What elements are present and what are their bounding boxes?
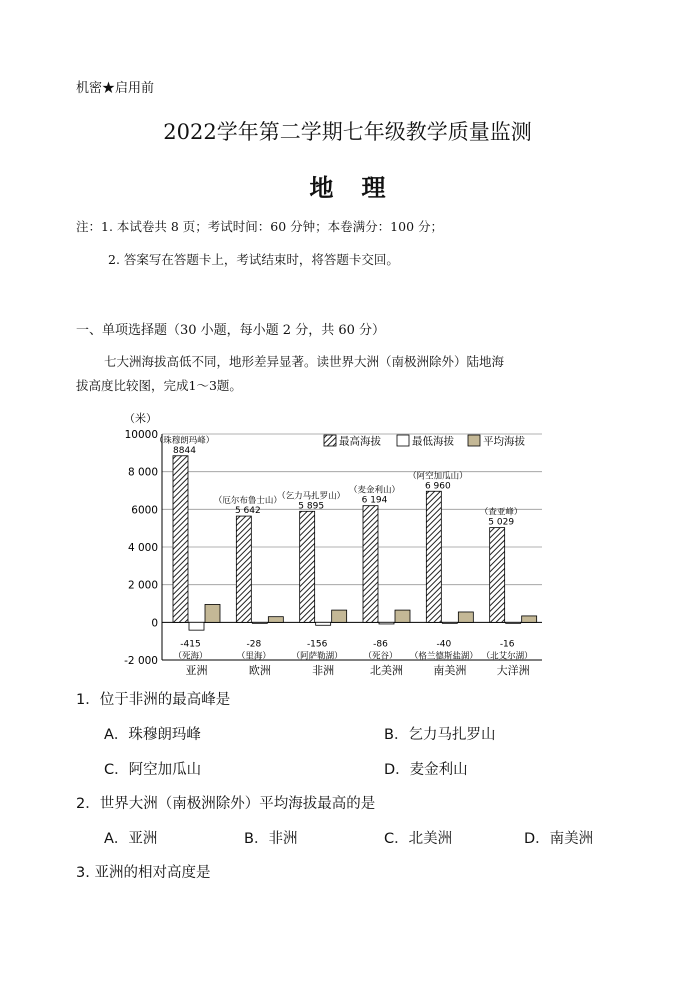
high-value-label: 5 642 xyxy=(234,506,261,517)
legend-swatch xyxy=(468,435,480,446)
low-place-label: （阿萨勒湖） xyxy=(291,651,343,662)
bar-average xyxy=(268,617,283,623)
low-value-label: -86 xyxy=(373,639,388,650)
bar-average xyxy=(332,610,347,622)
q1-option-a[interactable]: A．珠穆朗玛峰 xyxy=(104,727,201,743)
bar-average xyxy=(395,610,410,622)
section-heading: 一、单项选择题（30 小题，每小题 2 分，共 60 分） xyxy=(76,323,386,338)
low-place-label: （格兰德斯盐湖） xyxy=(409,651,478,662)
q1-option-d[interactable]: D．麦金利山 xyxy=(384,762,468,778)
x-tick-label: 非洲 xyxy=(312,664,335,677)
bar-highest xyxy=(236,516,251,622)
high-place-label: （查亚峰） xyxy=(479,507,523,518)
q2-option-d[interactable]: D．南美洲 xyxy=(524,831,594,847)
legend-label: 最低海拔 xyxy=(412,435,454,448)
y-unit-label: （米） xyxy=(124,412,157,425)
intro-line-1: 七大洲海拔高低不同，地形差异显著。读世界大洲（南极洲除外）陆地海 xyxy=(104,354,505,369)
high-value-label: 6 194 xyxy=(361,495,388,506)
low-value-label: -16 xyxy=(499,639,515,650)
x-tick-label: 南美洲 xyxy=(433,664,467,677)
y-tick-label: 2 000 xyxy=(127,579,158,592)
y-tick-label: -2 000 xyxy=(124,655,158,667)
q1-option-c[interactable]: C．阿空加瓜山 xyxy=(104,762,202,778)
low-place-label: （死海） xyxy=(173,651,208,662)
bar-highest xyxy=(426,491,441,622)
low-place-label: （北艾尔湖） xyxy=(481,651,533,662)
question-2-stem: 2．世界大洲（南极洲除外）平均海拔最高的是 xyxy=(76,796,376,812)
bar-labels xyxy=(155,435,533,677)
x-tick-label: 欧洲 xyxy=(248,664,271,677)
legend-label: 最高海拔 xyxy=(339,435,381,448)
subject-title: 地理 xyxy=(309,173,414,202)
q2-option-a[interactable]: A．亚洲 xyxy=(104,831,158,847)
bar-highest xyxy=(173,456,188,623)
low-value-label: -156 xyxy=(306,639,328,650)
question-1-stem: 1．位于非洲的最高峰是 xyxy=(76,692,231,708)
bar-average xyxy=(458,612,473,622)
x-tick-label: 大洋洲 xyxy=(496,664,530,677)
legend xyxy=(324,435,525,448)
bar-lowest xyxy=(189,622,204,630)
low-value-label: -28 xyxy=(246,639,262,650)
bar-lowest xyxy=(442,622,457,623)
q1-option-b[interactable]: B．乞力马扎罗山 xyxy=(384,727,496,743)
legend-swatch xyxy=(397,435,409,446)
elevation-chart xyxy=(110,408,550,680)
bar-highest xyxy=(363,506,378,623)
bar-lowest xyxy=(379,622,394,624)
y-tick-label: 0 xyxy=(151,617,158,630)
intro-line-2: 拔高度比较图，完成1～3题。 xyxy=(76,378,242,393)
y-tick-label: 10000 xyxy=(124,429,158,441)
y-tick-label: 4 000 xyxy=(127,542,158,554)
question-3-stem: 3. 亚洲的相对高度是 xyxy=(76,865,211,881)
high-place-label: （麦金利山） xyxy=(348,485,401,496)
bar-highest xyxy=(490,528,505,623)
high-place-label: （厄尔布鲁士山） xyxy=(213,496,282,507)
bar-lowest xyxy=(252,622,267,623)
legend-label: 平均海拔 xyxy=(483,435,525,448)
high-value-label: 6 960 xyxy=(424,481,451,492)
note-line-2: 2. 答案写在答题卡上，考试结束时，将答题卡交回。 xyxy=(108,252,399,267)
y-tick-label: 6000 xyxy=(131,504,158,517)
note-line-1: 注：1. 本试卷共 8 页；考试时间：60 分钟；本卷满分：100 分； xyxy=(76,219,444,234)
high-value-label: 8844 xyxy=(173,445,196,456)
bar-average xyxy=(205,604,220,622)
high-value-label: 5 029 xyxy=(488,517,515,528)
high-value-label: 5 895 xyxy=(298,501,325,512)
exam-title: 2022学年第二学期七年级教学质量监测 xyxy=(163,120,532,144)
x-tick-label: 亚洲 xyxy=(185,664,208,677)
legend-swatch xyxy=(324,435,336,446)
high-place-label: （乞力马扎罗山） xyxy=(277,491,346,502)
bar-lowest xyxy=(316,622,331,625)
high-place-label: （阿空加瓜山） xyxy=(408,471,468,482)
q2-option-b[interactable]: B．非洲 xyxy=(244,831,298,847)
low-value-label: -415 xyxy=(180,639,201,650)
low-place-label: （里海） xyxy=(236,651,271,662)
bar-lowest xyxy=(506,622,521,623)
bar-highest xyxy=(300,511,315,622)
bars xyxy=(173,456,537,630)
y-tick-label: 8 000 xyxy=(127,466,158,479)
low-value-label: -40 xyxy=(436,639,452,650)
confidential-mark: 机密★启用前 xyxy=(76,81,155,96)
q2-option-c[interactable]: C．北美洲 xyxy=(384,831,453,847)
low-place-label: （死谷） xyxy=(363,651,398,662)
high-place-label: （珠穆朗玛峰） xyxy=(154,435,215,446)
x-tick-label: 北美洲 xyxy=(370,664,403,677)
bar-average xyxy=(522,616,537,622)
